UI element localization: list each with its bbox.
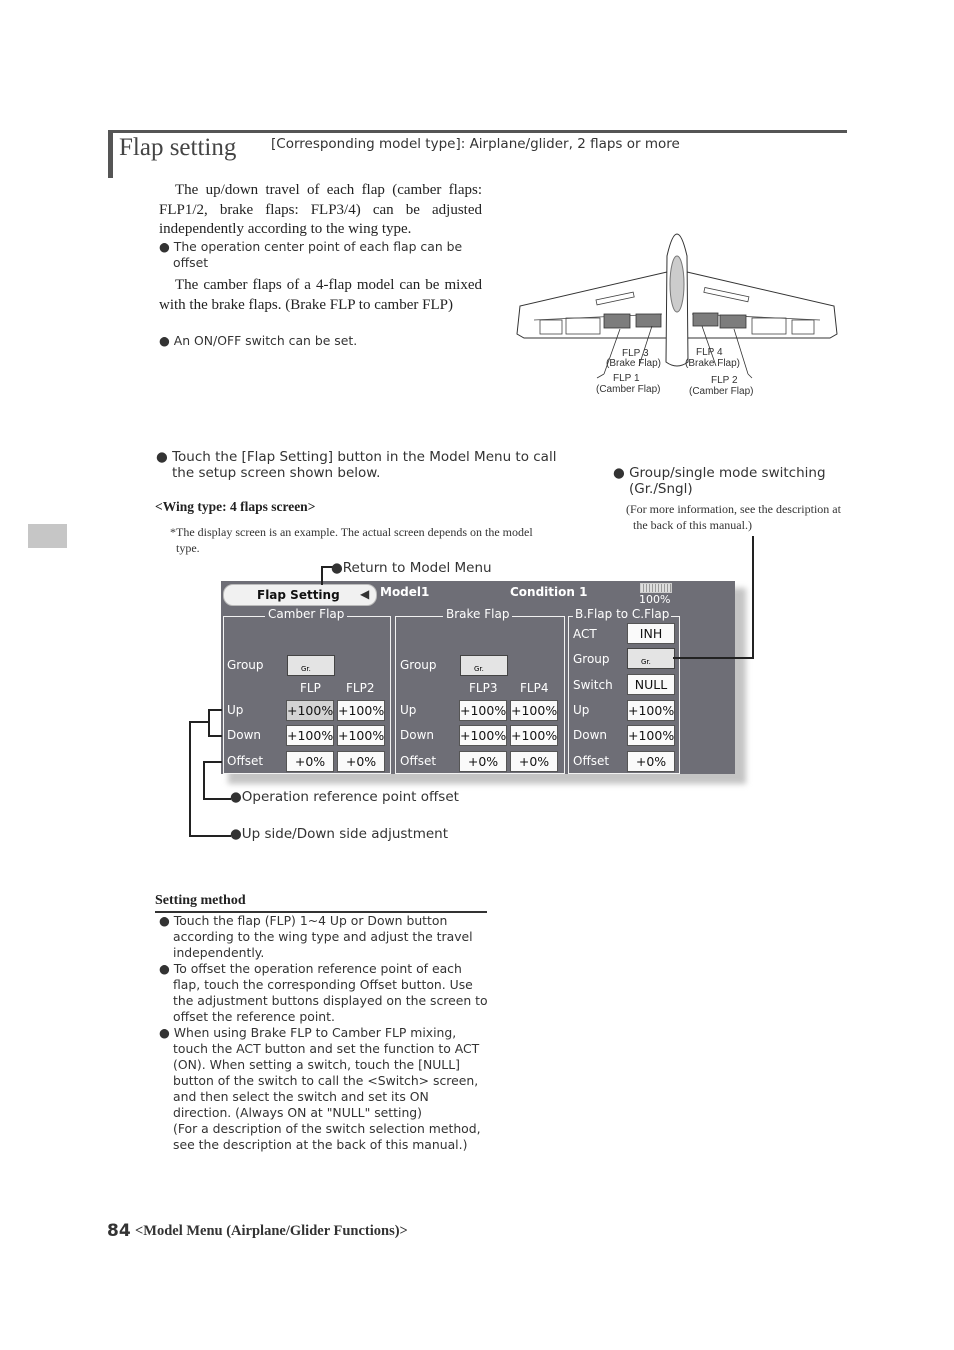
intro-paragraph-1: The up/down travel of each flap (camber flaps: FLP1/2, brake flaps: FLP3/4) can be adjusted independently according to the wing type. <box>159 182 482 237</box>
flp2-sub: (Camber Flap) <box>689 386 754 397</box>
offset-callout: ●Operation reference point offset <box>230 789 459 805</box>
return-callout-line <box>321 566 323 585</box>
mix-group-label: Group <box>573 652 610 666</box>
mix-panel-title: B.Flap to C.Flap <box>575 607 670 621</box>
flp1-offset-button[interactable]: +0% <box>286 751 334 772</box>
flp4-offset-button[interactable]: +0% <box>510 751 558 772</box>
mix-group-button[interactable]: Gr. <box>627 648 675 669</box>
col-flp3: FLP3 <box>469 681 498 695</box>
flp1-up-button[interactable]: +100% <box>286 700 334 721</box>
intro-paragraph-2: The camber flaps of a 4-flap model can be mixed with the brake flaps. (Brake FLP to camber FLP) <box>159 277 482 313</box>
display-note: *The display screen is an example. The actual screen depends on the model type. <box>170 525 533 555</box>
flp4-down-button[interactable]: +100% <box>510 725 558 746</box>
brake-group-label: Group <box>400 658 437 672</box>
flp3-up-button[interactable]: +100% <box>459 700 507 721</box>
camber-panel-title: Camber Flap <box>265 607 347 621</box>
updown-callout-end <box>189 835 231 837</box>
brake-offset-label: Offset <box>400 754 437 768</box>
camber-up-label: Up <box>227 703 244 717</box>
mix-up-button[interactable]: +100% <box>627 700 675 721</box>
updown-callout-v <box>189 721 191 836</box>
offset-callout-h <box>203 761 222 763</box>
footer-section: <Model Menu (Airplane/Glider Functions)> <box>135 1223 408 1239</box>
updown-callout: ●Up side/Down side adjustment <box>230 826 449 842</box>
intro-bullet-2: ● An ON/OFF switch can be set. <box>159 333 358 348</box>
camber-group-label: Group <box>227 658 264 672</box>
condition-name: Condition 1 <box>510 585 588 599</box>
model-name: Model1 <box>380 585 430 599</box>
return-callout: ●Return to Model Menu <box>331 560 492 576</box>
model-type-note: [Corresponding model type]: Airplane/glider, 2 flaps or more <box>271 136 680 152</box>
return-button[interactable] <box>223 584 377 606</box>
chapter-tab <box>28 524 67 548</box>
col-flp2: FLP2 <box>346 681 375 695</box>
back-arrow-icon: ◀ <box>360 587 370 601</box>
updown-callout-h <box>189 721 209 723</box>
flp2-offset-button[interactable]: +0% <box>337 751 385 772</box>
battery-icon <box>640 583 672 593</box>
setting-method-heading: Setting method <box>155 893 246 908</box>
mix-down-button[interactable]: +100% <box>627 725 675 746</box>
battery-level: 100% <box>639 593 671 606</box>
camber-down-label: Down <box>227 728 262 742</box>
header-rule <box>108 130 847 133</box>
flp3-offset-button[interactable]: +0% <box>459 751 507 772</box>
camber-group-button[interactable]: Gr. <box>287 655 335 676</box>
page-title: Flap setting <box>119 134 237 161</box>
header-accent-bar <box>108 130 113 178</box>
intro-bullet-1: ● The operation center point of each flap can be offset <box>159 239 463 270</box>
setting-bullet-1: ● Touch the flap (FLP) 1~4 Up or Down button according to the wing type and adjust the travel independently. <box>159 913 473 960</box>
group-callout-h <box>673 657 753 659</box>
col-flp4: FLP4 <box>520 681 549 695</box>
group-callout-v <box>752 536 754 659</box>
flp2-up-button[interactable]: +100% <box>337 700 385 721</box>
brake-panel-title: Brake Flap <box>443 607 512 621</box>
act-label: ACT <box>573 627 597 641</box>
flp4-up-button[interactable]: +100% <box>510 700 558 721</box>
brake-group-button[interactable]: Gr. <box>460 655 508 676</box>
setting-bullet-2: ● To offset the operation reference point of each flap, touch the corresponding Offset button. Use the adjustment buttons displayed on the screen to offset the reference point. <box>159 961 488 1024</box>
setting-bullet-3: ● When using Brake FLP to Camber FLP mixing, touch the ACT button and set the function to ACT (ON). When setting a switch, touch the [NULL] button of the switch to call the <Switch> screen, and then select the switch and set its ON direction. (Always ON at "NULL" setting) <box>159 1025 480 1120</box>
flp3-label: FLP 3 <box>622 348 649 359</box>
flp1-label: FLP 1 <box>613 373 640 384</box>
group-mode-reference: (For more information, see the description at the back of this manual.) <box>626 502 841 532</box>
group-mode-note: ● Group/single mode switching (Gr./Sngl) <box>613 465 826 497</box>
flp4-label: FLP 4 <box>696 347 723 358</box>
page-number: 84 <box>107 1221 131 1241</box>
flap-setting-screen <box>221 581 735 774</box>
flp3-sub: (Brake Flap) <box>606 358 662 369</box>
screen-title: Flap Setting <box>257 588 340 602</box>
brake-up-label: Up <box>400 703 417 717</box>
wing-type-heading: <Wing type: 4 flaps screen> <box>155 499 316 514</box>
switch-button[interactable]: NULL <box>627 674 675 695</box>
mix-up-label: Up <box>573 703 590 717</box>
brake-down-label: Down <box>400 728 435 742</box>
up-bracket-bottom <box>208 735 222 737</box>
col-flp1: FLP <box>300 681 321 695</box>
act-button[interactable]: INH <box>627 623 675 644</box>
setting-bullet-3-note: (For a description of the switch selection method, see the description at the back of this manual.) <box>173 1121 481 1152</box>
flp2-label: FLP 2 <box>711 375 738 386</box>
flp2-down-button[interactable]: +100% <box>337 725 385 746</box>
mix-offset-label: Offset <box>573 754 610 768</box>
flp1-down-button[interactable]: +100% <box>286 725 334 746</box>
mix-down-label: Down <box>573 728 608 742</box>
flp4-sub: (Brake Flap) <box>685 358 741 369</box>
camber-offset-label: Offset <box>227 754 264 768</box>
touch-instruction: ● Touch the [Flap Setting] button in the Model Menu to call the setup screen shown below. <box>156 449 557 481</box>
wing-diagram <box>512 214 842 404</box>
mix-offset-button[interactable]: +0% <box>627 751 675 772</box>
up-bracket-top <box>208 709 222 711</box>
flp3-down-button[interactable]: +100% <box>459 725 507 746</box>
offset-callout-v <box>203 761 205 799</box>
offset-callout-end <box>203 798 231 800</box>
switch-label: Switch <box>573 678 613 692</box>
flp1-sub: (Camber Flap) <box>596 384 661 395</box>
